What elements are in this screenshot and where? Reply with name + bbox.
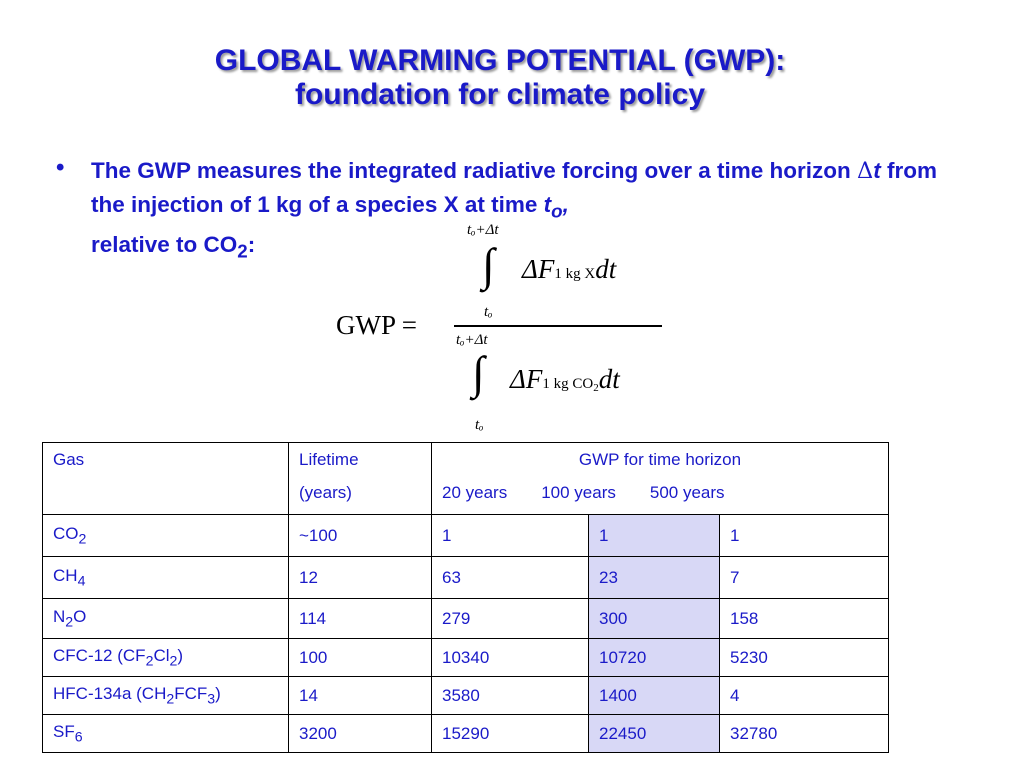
header-gwp <box>432 443 889 515</box>
cell-gwp-20: 1 <box>432 515 589 557</box>
cell-lifetime: 3200 <box>289 715 432 753</box>
table-row <box>43 599 889 639</box>
denominator-expression: ΔF1 kg $CO_2dt$ <box>510 364 620 394</box>
cell-gwp-500: 4 <box>720 677 889 715</box>
cell-lifetime: 12 <box>289 557 432 599</box>
cell-lifetime: 14 <box>289 677 432 715</box>
numerator-expression: ΔF1 kg Xdt <box>522 254 617 284</box>
bullet-part-1: The GWP measures the integrated radiative forcing over a time horizon <box>91 158 858 183</box>
cell-gwp-500: 5230 <box>720 639 889 677</box>
header-lifetime: Lifetime (years) <box>289 443 432 515</box>
cell-gas: $CO_2$ <box>43 515 289 557</box>
table-row <box>43 677 889 715</box>
cell-gas: CFC-12 $(CF_2Cl_2)$ <box>43 639 289 677</box>
table-row <box>43 715 889 753</box>
title-line-2: foundation for climate policy <box>294 78 706 111</box>
bullet-part-3: relative to CO <box>91 231 238 257</box>
cell-gwp-500: 158 <box>720 599 889 639</box>
cell-gas: $CH_4$ <box>43 557 289 599</box>
header-500-years: 500 years <box>649 483 725 502</box>
fraction-bar <box>454 325 662 327</box>
bullet-marker: • <box>56 154 65 181</box>
gwp-table <box>42 442 889 753</box>
cell-gwp-100: 10720 <box>589 639 720 677</box>
table-row <box>43 557 889 599</box>
cell-gwp-500: 1 <box>720 515 889 557</box>
cell-gas: HFC-134a $(CH_2FCF_3)$ <box>43 677 289 715</box>
denominator-upper-limit: tₒ+Δt <box>456 332 488 348</box>
numerator-upper-limit: tₒ+Δt <box>467 222 499 238</box>
cell-gwp-20: 63 <box>432 557 589 599</box>
table-row <box>43 515 889 557</box>
slide-title <box>0 44 1000 112</box>
table-header-row <box>43 443 889 515</box>
time-origin: $t_o$, <box>543 192 569 222</box>
header-gwp-horizons <box>442 476 888 509</box>
cell-gwp-20: 3580 <box>432 677 589 715</box>
numerator-lower-limit: tₒ <box>484 304 493 320</box>
bullet-part-3-end: : <box>247 231 256 257</box>
time-symbol: t <box>873 158 881 183</box>
cell-gwp-100: 1 <box>589 515 720 557</box>
cell-gwp-20: 15290 <box>432 715 589 753</box>
header-gwp-title: GWP for time horizon <box>578 450 742 469</box>
gwp-formula <box>330 222 690 442</box>
cell-gwp-100: 23 <box>589 557 720 599</box>
bullet-part-3-sub: 2 <box>237 240 248 261</box>
bullet-part-2: from the injection of 1 kg of a species X at time <box>91 158 938 217</box>
denominator-integral-sign: ∫ <box>472 347 485 398</box>
header-gas: Gas <box>43 443 289 515</box>
cell-gas: $SF_6$ <box>43 715 289 753</box>
cell-gwp-500: 7 <box>720 557 889 599</box>
cell-lifetime: 100 <box>289 639 432 677</box>
cell-lifetime: 114 <box>289 599 432 639</box>
cell-gwp-100: 1400 <box>589 677 720 715</box>
cell-lifetime: ~100 <box>289 515 432 557</box>
cell-gas: $N_2O$ <box>43 599 289 639</box>
formula-lhs: GWP = <box>336 310 417 340</box>
cell-gwp-20: 279 <box>432 599 589 639</box>
cell-gwp-500: 32780 <box>720 715 889 753</box>
title-line-1: GLOBAL WARMING POTENTIAL (GWP): <box>214 44 786 77</box>
denominator-lower-limit: tₒ <box>475 417 484 433</box>
numerator-integral-sign: ∫ <box>482 239 495 290</box>
cell-gwp-100: 22450 <box>589 715 720 753</box>
cell-gwp-20: 10340 <box>432 639 589 677</box>
header-20-years: 20 years <box>442 483 508 502</box>
table-row <box>43 639 889 677</box>
header-100-years: 100 years <box>541 483 616 502</box>
delta-symbol: Δ <box>857 158 874 184</box>
cell-gwp-100: 300 <box>589 599 720 639</box>
